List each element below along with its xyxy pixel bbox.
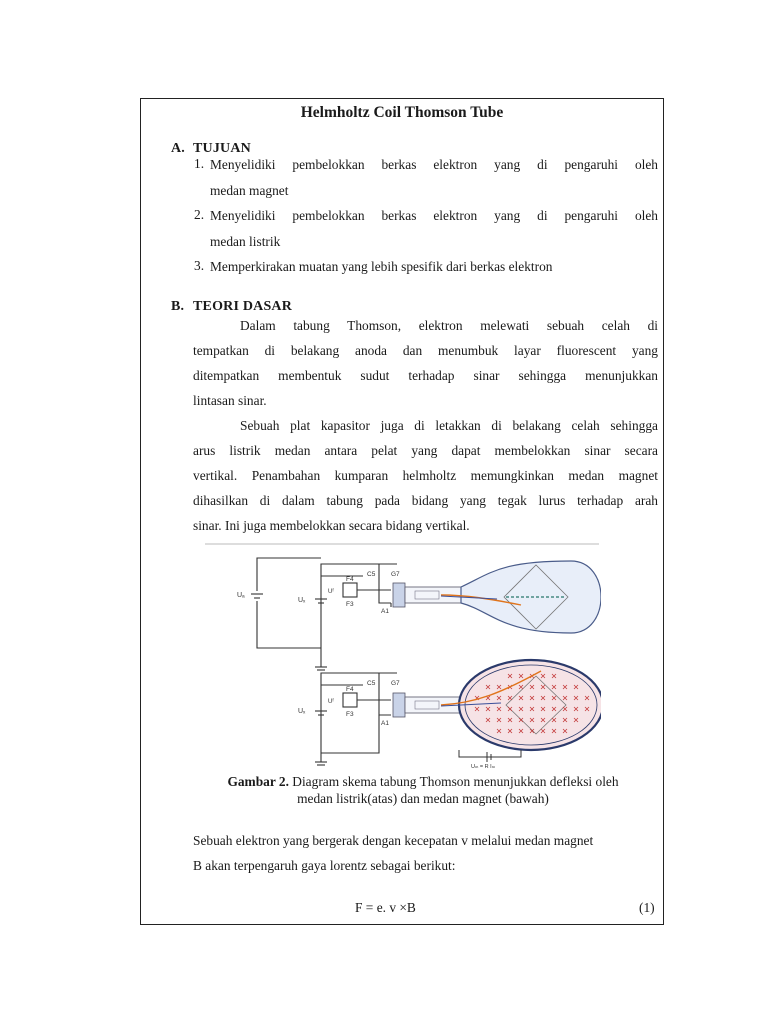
list-item-number: 1.: [194, 156, 205, 171]
upper-tube: [393, 561, 601, 633]
label-g7-lower: G7: [391, 680, 400, 687]
paragraph-line: Dalam tabung Thomson, elektron melewati sebuah celah di: [240, 318, 658, 333]
label-f3-lower: F3: [346, 711, 354, 718]
caption-label: Gambar 2.: [227, 774, 289, 789]
paragraph-line: dihasilkan di dalam tabung pada bidang yang tegak lurus terhadap arah: [193, 493, 658, 508]
section-a-heading: [171, 141, 251, 157]
document-frame: [140, 98, 664, 925]
equation-number: (1): [639, 900, 655, 915]
list-item-line: medan listrik: [210, 234, 281, 249]
list-item-number: 2.: [194, 207, 205, 222]
section-b-heading: [171, 299, 292, 315]
label-uf: Uᶠ: [328, 589, 334, 595]
paragraph-line: arus listrik medan antara pelat yang dapat membelokkan sinar secara: [193, 443, 658, 458]
label-f4: F4: [346, 576, 354, 583]
label-ux-lower: Uₓ: [298, 708, 306, 715]
paragraph-line: sinar. Ini juga membelokkan secara bidang vertikal.: [193, 518, 470, 533]
paragraph-line: vertikal. Penambahan kumparan helmholtz memungkinkan medan magnet: [193, 468, 658, 483]
lower-tube: [393, 660, 601, 762]
list-item-line: Menyelidiki pembelokkan berkas elektron yang di pengaruhi oleh: [210, 208, 658, 223]
paragraph-line: Sebuah plat kapasitor juga di letakkan di belakang celah sehingga: [240, 418, 658, 433]
label-f3: F3: [346, 601, 354, 608]
caption-text-1: Diagram skema tabung Thomson menunjukkan defleksi oleh: [288, 774, 619, 789]
section-b-title: TEORI DASAR: [193, 299, 293, 314]
figure-caption: [179, 773, 667, 807]
label-c5-lower: C5: [367, 680, 376, 687]
paragraph-line: Sebuah elektron yang bergerak dengan kecepatan v melalui medan magnet: [193, 833, 594, 848]
paragraph-line: B akan terpengaruh gaya lorentz sebagai berikut:: [193, 858, 456, 873]
caption-text-2: medan listrik(atas) dan medan magnet (bawah): [297, 791, 549, 806]
label-uf-lower: Uᶠ: [328, 699, 334, 705]
lower-circuit: [315, 673, 397, 765]
label-a1: A1: [381, 608, 389, 615]
label-ua: Uₐ: [237, 592, 245, 599]
list-item-line: Menyelidiki pembelokkan berkas elektron yang di pengaruhi oleh: [210, 157, 658, 172]
paragraph-line: lintasan sinar.: [193, 393, 267, 408]
section-a-letter: A.: [171, 141, 186, 156]
list-item-number: 3.: [194, 258, 205, 273]
label-f4-lower: F4: [346, 686, 354, 693]
label-g7: G7: [391, 571, 400, 578]
section-b-letter: B.: [171, 299, 185, 314]
section-a-title: TUJUAN: [193, 141, 251, 156]
list-item-line: Memperkirakan muatan yang lebih spesifik dari berkas elektron: [210, 259, 553, 274]
label-a1-lower: A1: [381, 720, 389, 727]
equation-text: F = e. v ×B: [355, 900, 416, 915]
equation: [355, 899, 416, 917]
paragraph-line: tempatkan di belakang anoda dan menumbuk layar fluorescent yang: [193, 343, 658, 358]
label-c5: C5: [367, 571, 376, 578]
label-ux: Uₓ: [298, 597, 306, 604]
paragraph-line: ditempatkan membentuk sudut terhadap sinar sehingga menunjukkan: [193, 368, 658, 383]
label-um: Uₘ = R Iₘ: [471, 764, 496, 769]
document-title: Helmholtz Coil Thomson Tube: [300, 104, 504, 121]
list-item-line: medan magnet: [210, 183, 289, 198]
thomson-tube-diagram: [201, 543, 601, 769]
